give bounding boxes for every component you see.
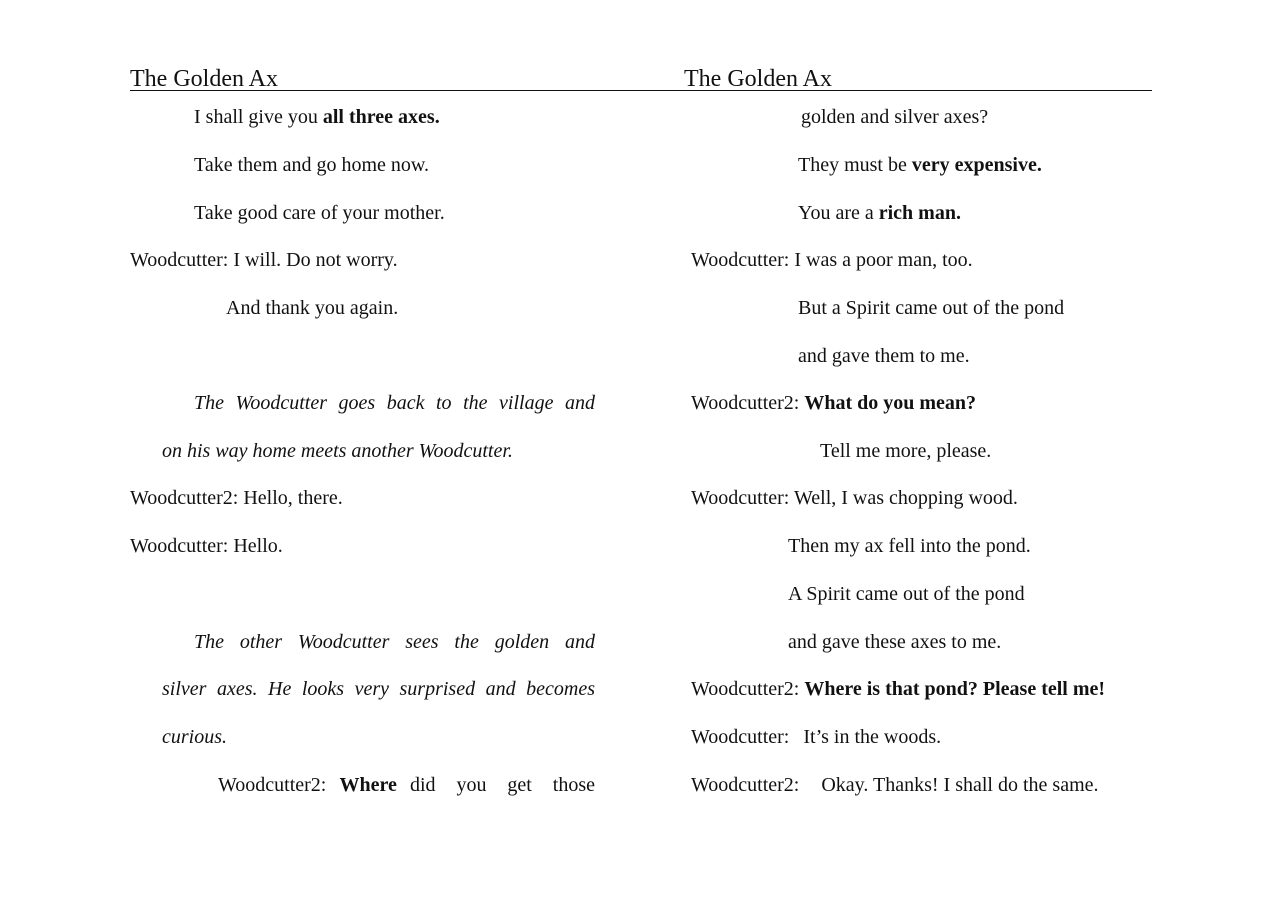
left-page-header: The Golden Ax — [130, 66, 278, 92]
header-rule — [130, 90, 1152, 91]
left-line-13-speaker: Woodcutter2: — [218, 774, 327, 796]
right-line-2-text: They must be — [798, 154, 912, 176]
left-line-8: Woodcutter2: Hello, there. — [130, 487, 343, 509]
right-line-14-text: It’s in the woods. — [803, 726, 942, 748]
right-line-11: A Spirit came out of the pond — [788, 583, 1025, 605]
right-line-15-speaker: Woodcutter2: — [691, 774, 800, 796]
left-stage-direction-2b: silver axes. He looks very surprised and becomes — [162, 678, 595, 700]
right-line-14 — [691, 723, 941, 751]
left-line-13-bold: Where — [339, 774, 397, 796]
right-line-4: Woodcutter: I was a poor man, too. — [691, 249, 973, 271]
left-line-2: Take them and go home now. — [194, 154, 430, 176]
left-line-1 — [194, 103, 440, 131]
left-line-1-text: I shall give you — [194, 106, 323, 128]
left-line-9: Woodcutter: Hello. — [130, 535, 283, 557]
left-line-13-rest: did you get those — [409, 774, 595, 796]
left-line-4: Woodcutter: I will. Do not worry. — [130, 249, 398, 271]
right-line-3-text: You are a — [798, 202, 879, 224]
right-line-3-bold: rich man. — [878, 202, 961, 224]
right-line-7-bold: What do you mean? — [804, 392, 977, 414]
right-line-13-bold: Where is that pond? Please tell me! — [804, 678, 1106, 700]
right-line-15-text: Okay. Thanks! I shall do the same. — [821, 774, 1099, 796]
right-line-1: golden and silver axes? — [801, 106, 989, 128]
right-line-3 — [798, 199, 961, 227]
left-line-3: Take good care of your mother. — [194, 202, 445, 224]
right-line-13 — [691, 675, 1105, 703]
right-line-9: Woodcutter: Well, I was chopping wood. — [691, 487, 1018, 509]
left-line-1-bold: all three axes. — [322, 106, 440, 128]
right-line-13-speaker: Woodcutter2: — [691, 678, 805, 700]
right-line-8: Tell me more, please. — [820, 440, 992, 462]
left-line-5: And thank you again. — [226, 297, 399, 319]
right-line-5: But a Spirit came out of the pond — [798, 297, 1065, 319]
right-line-15 — [691, 771, 1099, 799]
left-stage-direction-1b: on his way home meets another Woodcutter. — [162, 440, 513, 462]
right-page-header: The Golden Ax — [684, 66, 832, 92]
right-line-14-speaker: Woodcutter: — [691, 726, 790, 748]
right-line-2 — [798, 151, 1042, 179]
right-line-7 — [691, 389, 976, 417]
left-stage-direction-2a: The other Woodcutter sees the golden and — [194, 631, 595, 653]
right-line-10: Then my ax fell into the pond. — [788, 535, 1031, 557]
right-line-6: and gave them to me. — [798, 345, 970, 367]
left-line-13 — [218, 771, 595, 799]
left-stage-direction-1a: The Woodcutter goes back to the village and — [194, 392, 595, 414]
left-stage-direction-2c: curious. — [162, 726, 227, 748]
right-line-7-speaker: Woodcutter2: — [691, 392, 805, 414]
right-line-2-bold: very expensive. — [911, 154, 1042, 176]
right-line-12: and gave these axes to me. — [788, 631, 1002, 653]
